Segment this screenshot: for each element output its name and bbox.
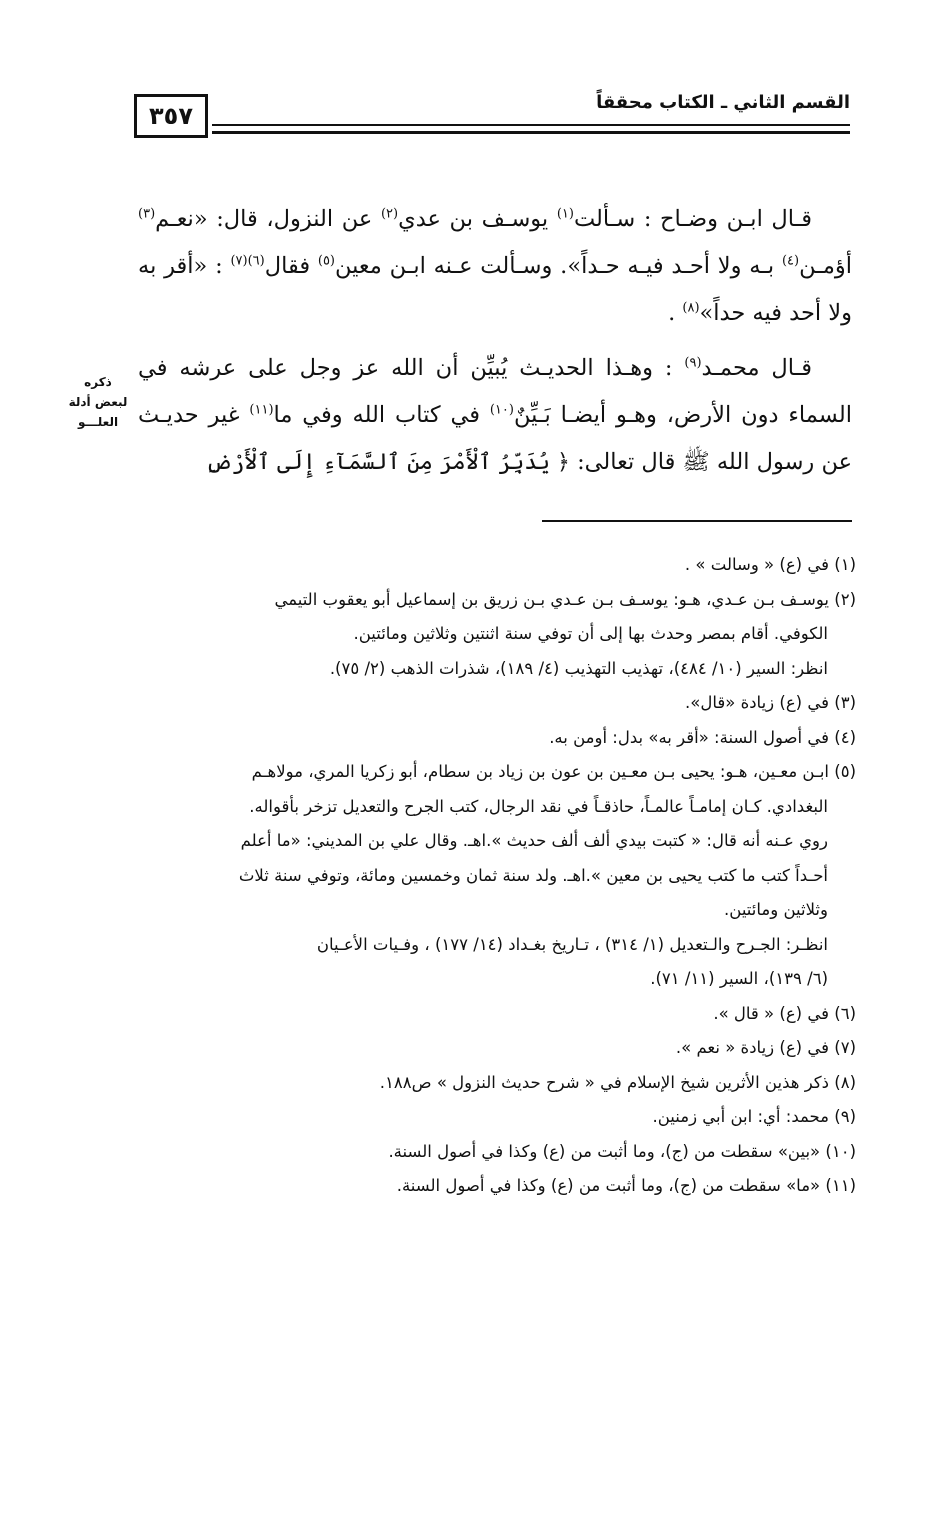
text-run: فقال [264, 253, 318, 279]
text-run: يوسـف بن عدي [398, 206, 557, 232]
paragraph [138, 196, 852, 337]
footnote-ref: (٤) [781, 253, 800, 269]
text-run: في كتاب الله وفي ما [273, 402, 490, 428]
text-run: قـال ابـن وضـاح : سـألت [573, 206, 812, 232]
footnote [138, 583, 856, 687]
text-run: عن النزول، قال: «نعـم [155, 206, 381, 232]
header-rule-thin [212, 133, 850, 134]
footnote-line: روي عـنه أنه قال: « كتبت بيدي ألف ألف حديث ».اهـ. وقال علي بن المديني: «ما أعلم [240, 831, 828, 850]
footnote-line: انظـر: الجـرح والـتعديل (١/ ٣١٤) ، تـاريخ بغـداد (١٤/ ١٧٧) ، وفـيات الأعـيان [316, 934, 828, 954]
running-title: القسم الثاني ـ الكتاب محققاً [596, 92, 850, 113]
footnote-line: (٤) في أصول السنة: «أقر به» بدل: أومن به. [549, 727, 856, 747]
footnote-line: (٢) يوسـف بـن عـدي، هـو: يوسـف بـن عـدي بـن زريق بن إسماعيل أبو يعقوب التيمي [274, 589, 856, 609]
footnote [138, 1031, 856, 1066]
margin-note-line: العلـــو [77, 415, 119, 429]
footnote-line: البغدادي. كـان إمامـاً عالمـاً، حاذقـاً في نقد الرجال، كتب الجرح والتعديل تزخر بأقواله. [249, 796, 828, 816]
footnote-line: (١) في (ع) « وسالت » . [684, 555, 856, 574]
text-run: بـه ولا أحـد فيـه حـداً». وسـألت عـنه ابـن معين [335, 253, 782, 279]
footnote-line: وثلاثين ومائتين. [724, 900, 828, 919]
margin-note-line: ذكره [84, 375, 112, 389]
footnote [138, 721, 856, 756]
main-text [138, 196, 852, 494]
footnote-ref: (١٠) [489, 402, 514, 418]
footnote-line: (٣) في (ع) زيادة «قال». [684, 693, 856, 712]
footnote-ref: (١) [556, 206, 574, 222]
footnote-line: (٩) محمد: أي: ابن أبي زمنين. [652, 1107, 856, 1126]
page-header [134, 88, 850, 144]
footnote-ref: (٢) [380, 206, 399, 222]
footnote [138, 686, 856, 721]
footnote [138, 548, 856, 583]
footnote-line: (١١) «ما» سقطت من (ج)، وما أثبت من (ع) وكذا في أصول السنة. [396, 1176, 856, 1195]
margin-note [52, 372, 144, 432]
text-run: . [668, 300, 683, 326]
page-number: ٣٥٧ [134, 94, 208, 138]
footnote [138, 755, 856, 997]
footnote [138, 1135, 856, 1170]
footnote-ref: (٣) [138, 206, 156, 222]
header-rule [212, 124, 850, 133]
margin-note-line: لبعض أدلة [68, 395, 128, 409]
footnote [138, 997, 856, 1032]
footnote-line: (٨) ذكر هذين الأثرين شيخ الإسلام في « شرح حديث النزول » ص١٨٨. [379, 1072, 856, 1092]
footnote-line: انظر: السير (١٠/ ٤٨٤)، تهذيب التهذيب (٤/ ١٨٩)، شذرات الذهب (٢/ ٧٥). [329, 658, 828, 678]
footnote [138, 1066, 856, 1101]
footnote-ref: (٩) [684, 355, 702, 371]
text-run: أؤمـن [799, 253, 852, 279]
footnote-separator [542, 520, 852, 522]
footnote-line: الكوفي. أقام بمصر وحدث بها إلى أن توفي سنة اثنتين وثلاثين ومائتين. [353, 624, 828, 643]
footnote-line: (٥) ابـن معـين، هـو: يحيى بـن معـين بن عون بن زياد بن سطام، أبو زكريا المري، مولاهـم [251, 762, 856, 781]
text-run: غير حديـث عن رسول الله ﷺ قال تعالى: [138, 402, 852, 475]
footnote-ref: (٦)(٧) [230, 253, 265, 269]
footnote [138, 1169, 856, 1204]
footnote-ref: (١١) [249, 402, 274, 418]
text-run: قـال محمـد [701, 355, 812, 381]
footnote-line: أحـداً كتب ما كتب يحيى بن معين ».اهـ. ولد سنة ثمان وخمسين ومائة، وتوفي سنة ثلاث [238, 865, 828, 885]
text-run: : «أقر به ولا أحد فيه حداً» [138, 253, 852, 326]
footnote-ref: (٥) [317, 253, 335, 269]
footnote-line: (١٠) «بين» سقطت من (ج)، وما أثبت من (ع) وكذا في أصول السنة. [388, 1141, 856, 1161]
paragraph [138, 345, 852, 486]
footnotes [138, 548, 856, 1204]
footnote-line: (٦) في (ع) « قال ». [713, 1003, 856, 1023]
footnote [138, 1100, 856, 1135]
footnote-ref: (٨) [682, 300, 700, 316]
text-run: : وهـذا الحديـث يُبيِّن أن الله عز وجل على عرشه في السماء دون الأرض، وهـو أيضـا بَـيِّنٌ [138, 355, 852, 428]
footnote-line: (٧) في (ع) زيادة « نعم ». [675, 1038, 856, 1057]
footnote-line: (٦/ ١٣٩)، السير (١١/ ٧١). [650, 969, 828, 988]
quran-verse: ﴿ يُدَبِّرُ ٱلْأَمْرَ مِنَ ٱلسَّمَآءِ إِلَى ٱلْأَرْضِ [205, 450, 570, 475]
